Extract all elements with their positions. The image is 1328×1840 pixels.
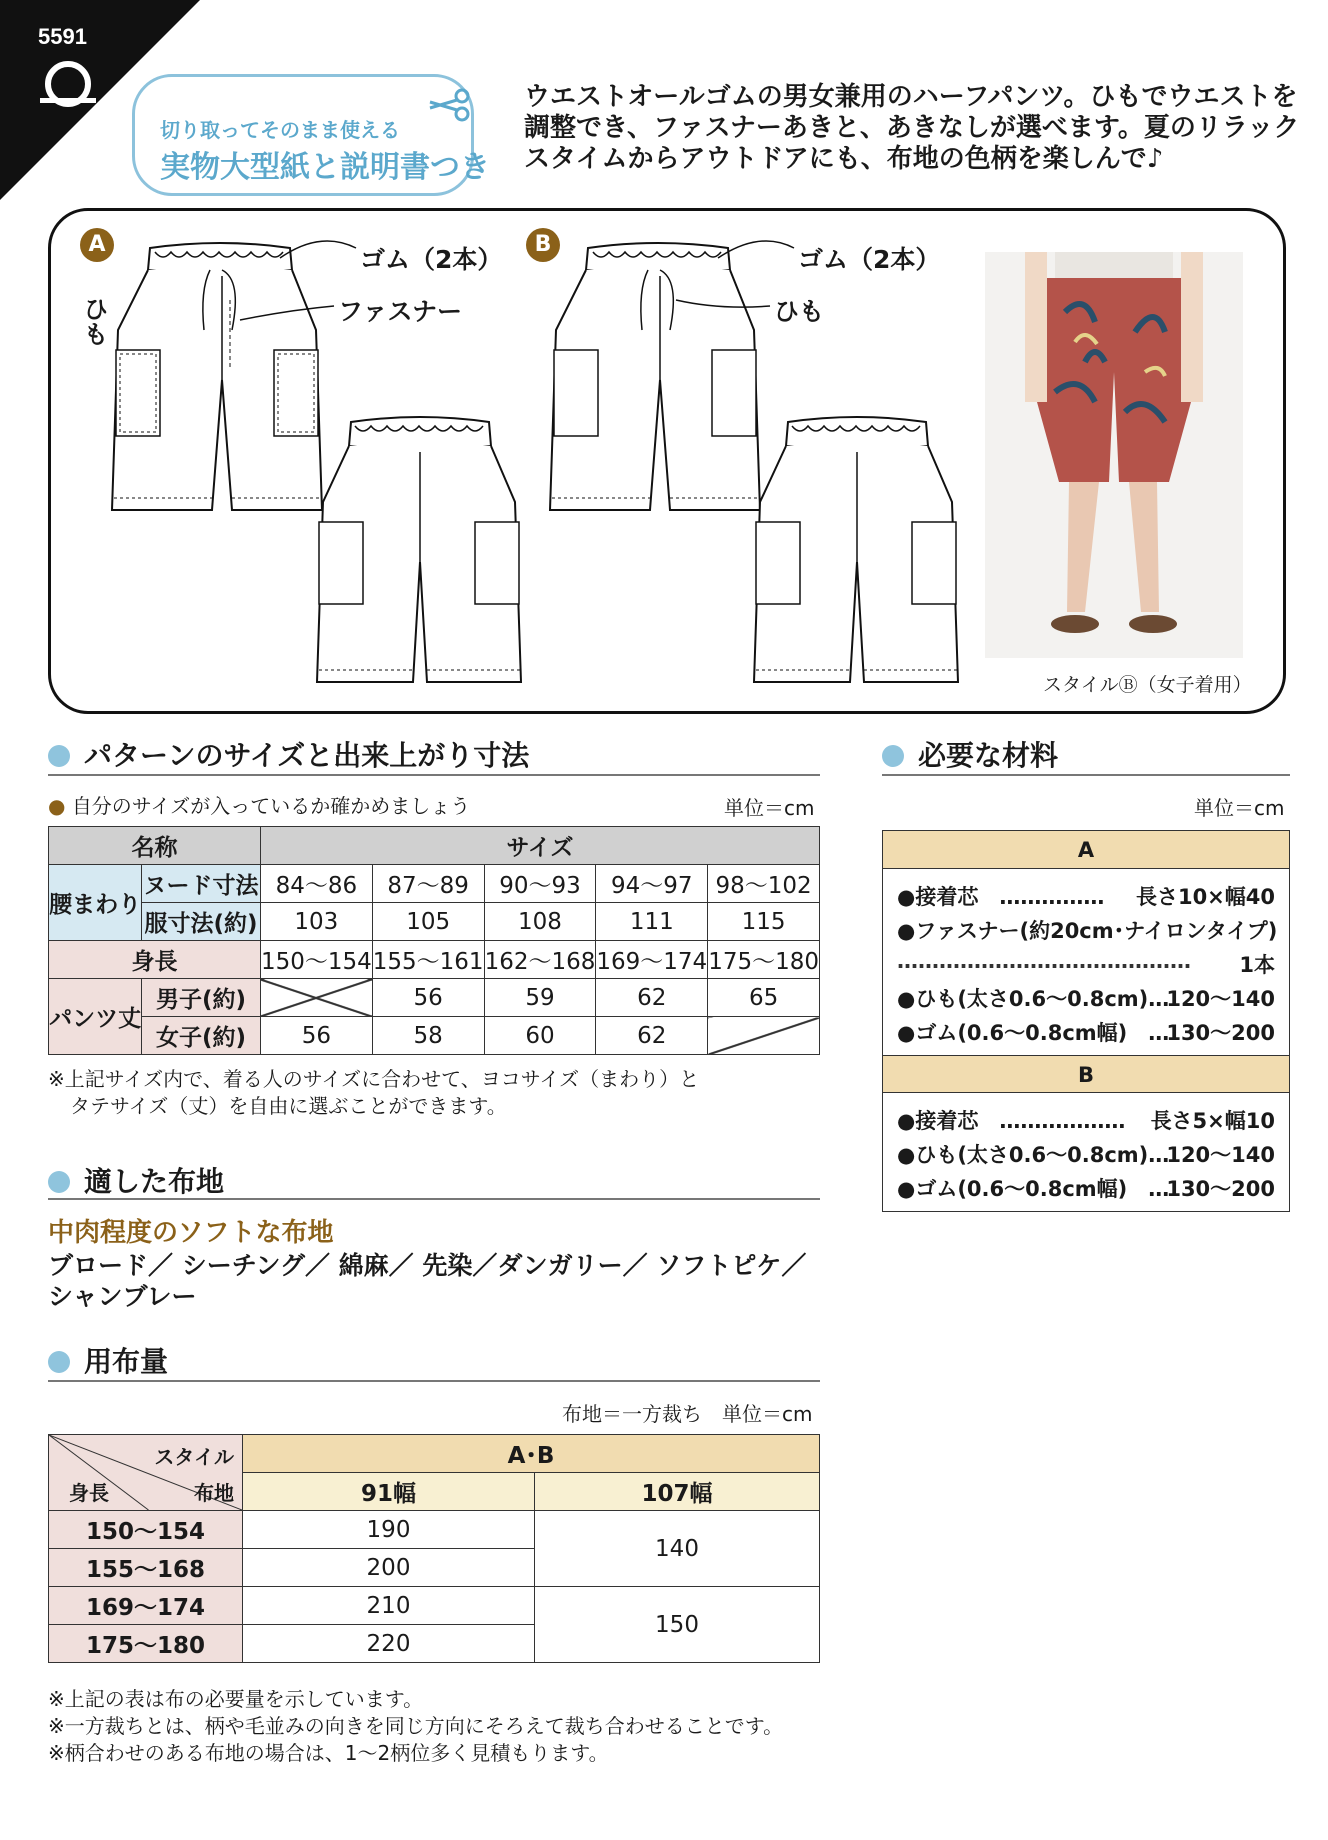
material-item: ●ファスナー(約20cm･ナイロンタイプ) xyxy=(897,919,1278,943)
cell: 94〜97 xyxy=(596,865,708,903)
note-line: ※柄合わせのある布地の場合は、1〜2柄位多く見積もります。 xyxy=(48,1741,609,1765)
note-line: ※一方裁ちとは、柄や毛並みの向きを同じ方向にそろえて裁ち合わせることです。 xyxy=(48,1714,784,1738)
material-value: 130〜200 xyxy=(1166,1021,1275,1045)
material-item: ●接着芯 …………… xyxy=(897,885,1105,909)
bullet-dot-icon xyxy=(48,1171,70,1193)
header-size: サイズ xyxy=(260,827,819,865)
material-value: 130〜200 xyxy=(1166,1177,1275,1201)
badge-line1: 切り取ってそのまま使える xyxy=(160,118,400,142)
cell: 175〜180 xyxy=(708,941,820,979)
note-line: ※上記の表は布の必要量を示しています。 xyxy=(48,1687,424,1711)
size-check-label: 自分のサイズが入っているか確かめましょう xyxy=(71,794,471,818)
divider xyxy=(48,1380,820,1382)
yardage-section-title xyxy=(48,1340,168,1380)
photo-caption: スタイルⒷ（女子着用） xyxy=(1043,674,1252,696)
style-b-string-label: ひも xyxy=(774,297,825,326)
size-unit: 単位＝cm xyxy=(724,796,815,820)
cell: 103 xyxy=(260,903,372,941)
cell: 62 xyxy=(596,1017,708,1055)
yardage-notes xyxy=(48,1686,783,1767)
size-table xyxy=(48,826,820,1055)
cell: 210 xyxy=(243,1587,535,1625)
size-note xyxy=(48,1066,699,1120)
material-value: 120〜140 xyxy=(1166,1143,1275,1167)
fabric-line: シャンブレー xyxy=(48,1282,197,1311)
yardage-unit: 布地＝一方裁ち 単位＝cm xyxy=(562,1402,813,1426)
model-photo xyxy=(985,252,1243,658)
cell: 90〜93 xyxy=(484,865,596,903)
fabric-line: ブロード／ シーチング／ 綿麻／ 先染／ダンガリー／ ソフトピケ／ xyxy=(48,1251,807,1280)
cell: 150〜154 xyxy=(260,941,372,979)
material-item: ●ゴム(0.6〜0.8cm幅) … xyxy=(897,1021,1170,1045)
size-section-title xyxy=(48,734,529,774)
bullet-icon: ● xyxy=(48,794,66,818)
size-section-title-text: パターンのサイズと出来上がり寸法 xyxy=(84,739,530,772)
pattern-number: 5591 xyxy=(38,24,87,49)
cell: 220 xyxy=(243,1625,535,1663)
cell: 56 xyxy=(260,1017,372,1055)
intro-line: スタイムからアウトドアにも、布地の色柄を楽しんで♪ xyxy=(524,144,1164,174)
cell: 105 xyxy=(372,903,484,941)
material-item: …………………………………… xyxy=(897,949,1191,973)
female-label: 女子(約) xyxy=(142,1017,261,1055)
divider xyxy=(882,774,1290,776)
cell: 155〜161 xyxy=(372,941,484,979)
cell: 62 xyxy=(596,979,708,1017)
height-label: 身長 xyxy=(49,941,261,979)
material-item: ●ひも(太さ0.6〜0.8cm)… xyxy=(897,1143,1170,1167)
cell: 59 xyxy=(484,979,596,1017)
style-header: A･B xyxy=(243,1435,820,1473)
material-item: ●接着芯 ……………… xyxy=(897,1109,1126,1133)
material-value: 120〜140 xyxy=(1166,987,1275,1011)
cell: 162〜168 xyxy=(484,941,596,979)
style-b-badge: B xyxy=(526,228,560,262)
materials-b-header: B xyxy=(883,1055,1289,1093)
material-value: 長さ10×幅40 xyxy=(1135,885,1275,909)
corner-cell xyxy=(49,1435,243,1511)
corner-fabric-label: 布地 xyxy=(194,1481,234,1505)
style-a-string-label: ひも xyxy=(80,296,109,346)
yardage-table xyxy=(48,1434,820,1663)
fabric-list xyxy=(48,1250,806,1312)
style-a-rubber-label: ゴム（2本） xyxy=(360,245,503,274)
cell: 108 xyxy=(484,903,596,941)
cell: 115 xyxy=(708,903,820,941)
style-b-rubber-label: ゴム（2本） xyxy=(798,245,941,274)
height-cell: 150〜154 xyxy=(49,1511,243,1549)
style-a-zipper-label: ファスナー xyxy=(338,297,463,326)
cell: 169〜174 xyxy=(596,941,708,979)
yardage-section-title-text: 用布量 xyxy=(84,1345,169,1378)
materials-box xyxy=(882,830,1290,1212)
cell: 60 xyxy=(484,1017,596,1055)
divider xyxy=(48,774,820,776)
size-check-text xyxy=(48,790,470,819)
materials-a-header: A xyxy=(883,831,1289,869)
intro-line: ウエストオールゴムの男女兼用のハーフパンツ。ひもでウエストを xyxy=(524,82,1298,112)
cell: 190 xyxy=(243,1511,535,1549)
height-cell: 175〜180 xyxy=(49,1625,243,1663)
empty-cell xyxy=(260,979,372,1017)
material-item: ●ゴム(0.6〜0.8cm幅) … xyxy=(897,1177,1170,1201)
fabric-section-title-text: 適した布地 xyxy=(84,1165,225,1198)
bullet-dot-icon xyxy=(48,1351,70,1373)
cell: 140 xyxy=(535,1511,820,1587)
materials-section-title xyxy=(882,734,1058,774)
height-cell: 169〜174 xyxy=(49,1587,243,1625)
cell: 87〜89 xyxy=(372,865,484,903)
empty-cell xyxy=(708,1017,820,1055)
garment-label: 服寸法(約) xyxy=(142,903,261,941)
header-name: 名称 xyxy=(49,827,261,865)
length-label: パンツ丈 xyxy=(49,979,142,1055)
bullet-dot-icon xyxy=(882,745,904,767)
bullet-dot-icon xyxy=(48,745,70,767)
male-label: 男子(約) xyxy=(142,979,261,1017)
intro-line: 調整でき、ファスナーあきと、あきなしが選べます。夏のリラック xyxy=(524,113,1300,143)
note-line: タテサイズ（丈）を自由に選ぶことができます。 xyxy=(70,1094,507,1118)
material-value: 1本 xyxy=(1239,953,1275,977)
cell: 150 xyxy=(535,1587,820,1663)
waist-label: 腰まわり xyxy=(49,865,142,941)
materials-section-title-text: 必要な材料 xyxy=(918,739,1059,772)
divider xyxy=(48,1198,820,1200)
cell: 200 xyxy=(243,1549,535,1587)
style-a-badge: A xyxy=(80,228,114,262)
nude-label: ヌード寸法 xyxy=(142,865,261,903)
note-line: ※上記サイズ内で、着る人のサイズに合わせて、ヨコサイズ（まわり）と xyxy=(48,1067,700,1091)
cell: 84〜86 xyxy=(260,865,372,903)
height-cell: 155〜168 xyxy=(49,1549,243,1587)
cell: 111 xyxy=(596,903,708,941)
cell: 65 xyxy=(708,979,820,1017)
fabric-section-title xyxy=(48,1160,224,1200)
materials-unit: 単位＝cm xyxy=(1194,796,1285,820)
cell: 58 xyxy=(372,1017,484,1055)
width-91-header: 91幅 xyxy=(243,1473,535,1511)
cell: 98〜102 xyxy=(708,865,820,903)
corner-height-label: 身長 xyxy=(69,1481,109,1505)
material-value: 長さ5×幅10 xyxy=(1150,1109,1275,1133)
fabric-heading: 中肉程度のソフトな布地 xyxy=(48,1218,334,1248)
corner-style-label: スタイル xyxy=(154,1445,234,1469)
width-107-header: 107幅 xyxy=(535,1473,820,1511)
cell: 56 xyxy=(372,979,484,1017)
material-item: ●ひも(太さ0.6〜0.8cm)… xyxy=(897,987,1170,1011)
badge-line2: 実物大型紙と説明書つき xyxy=(160,150,490,185)
